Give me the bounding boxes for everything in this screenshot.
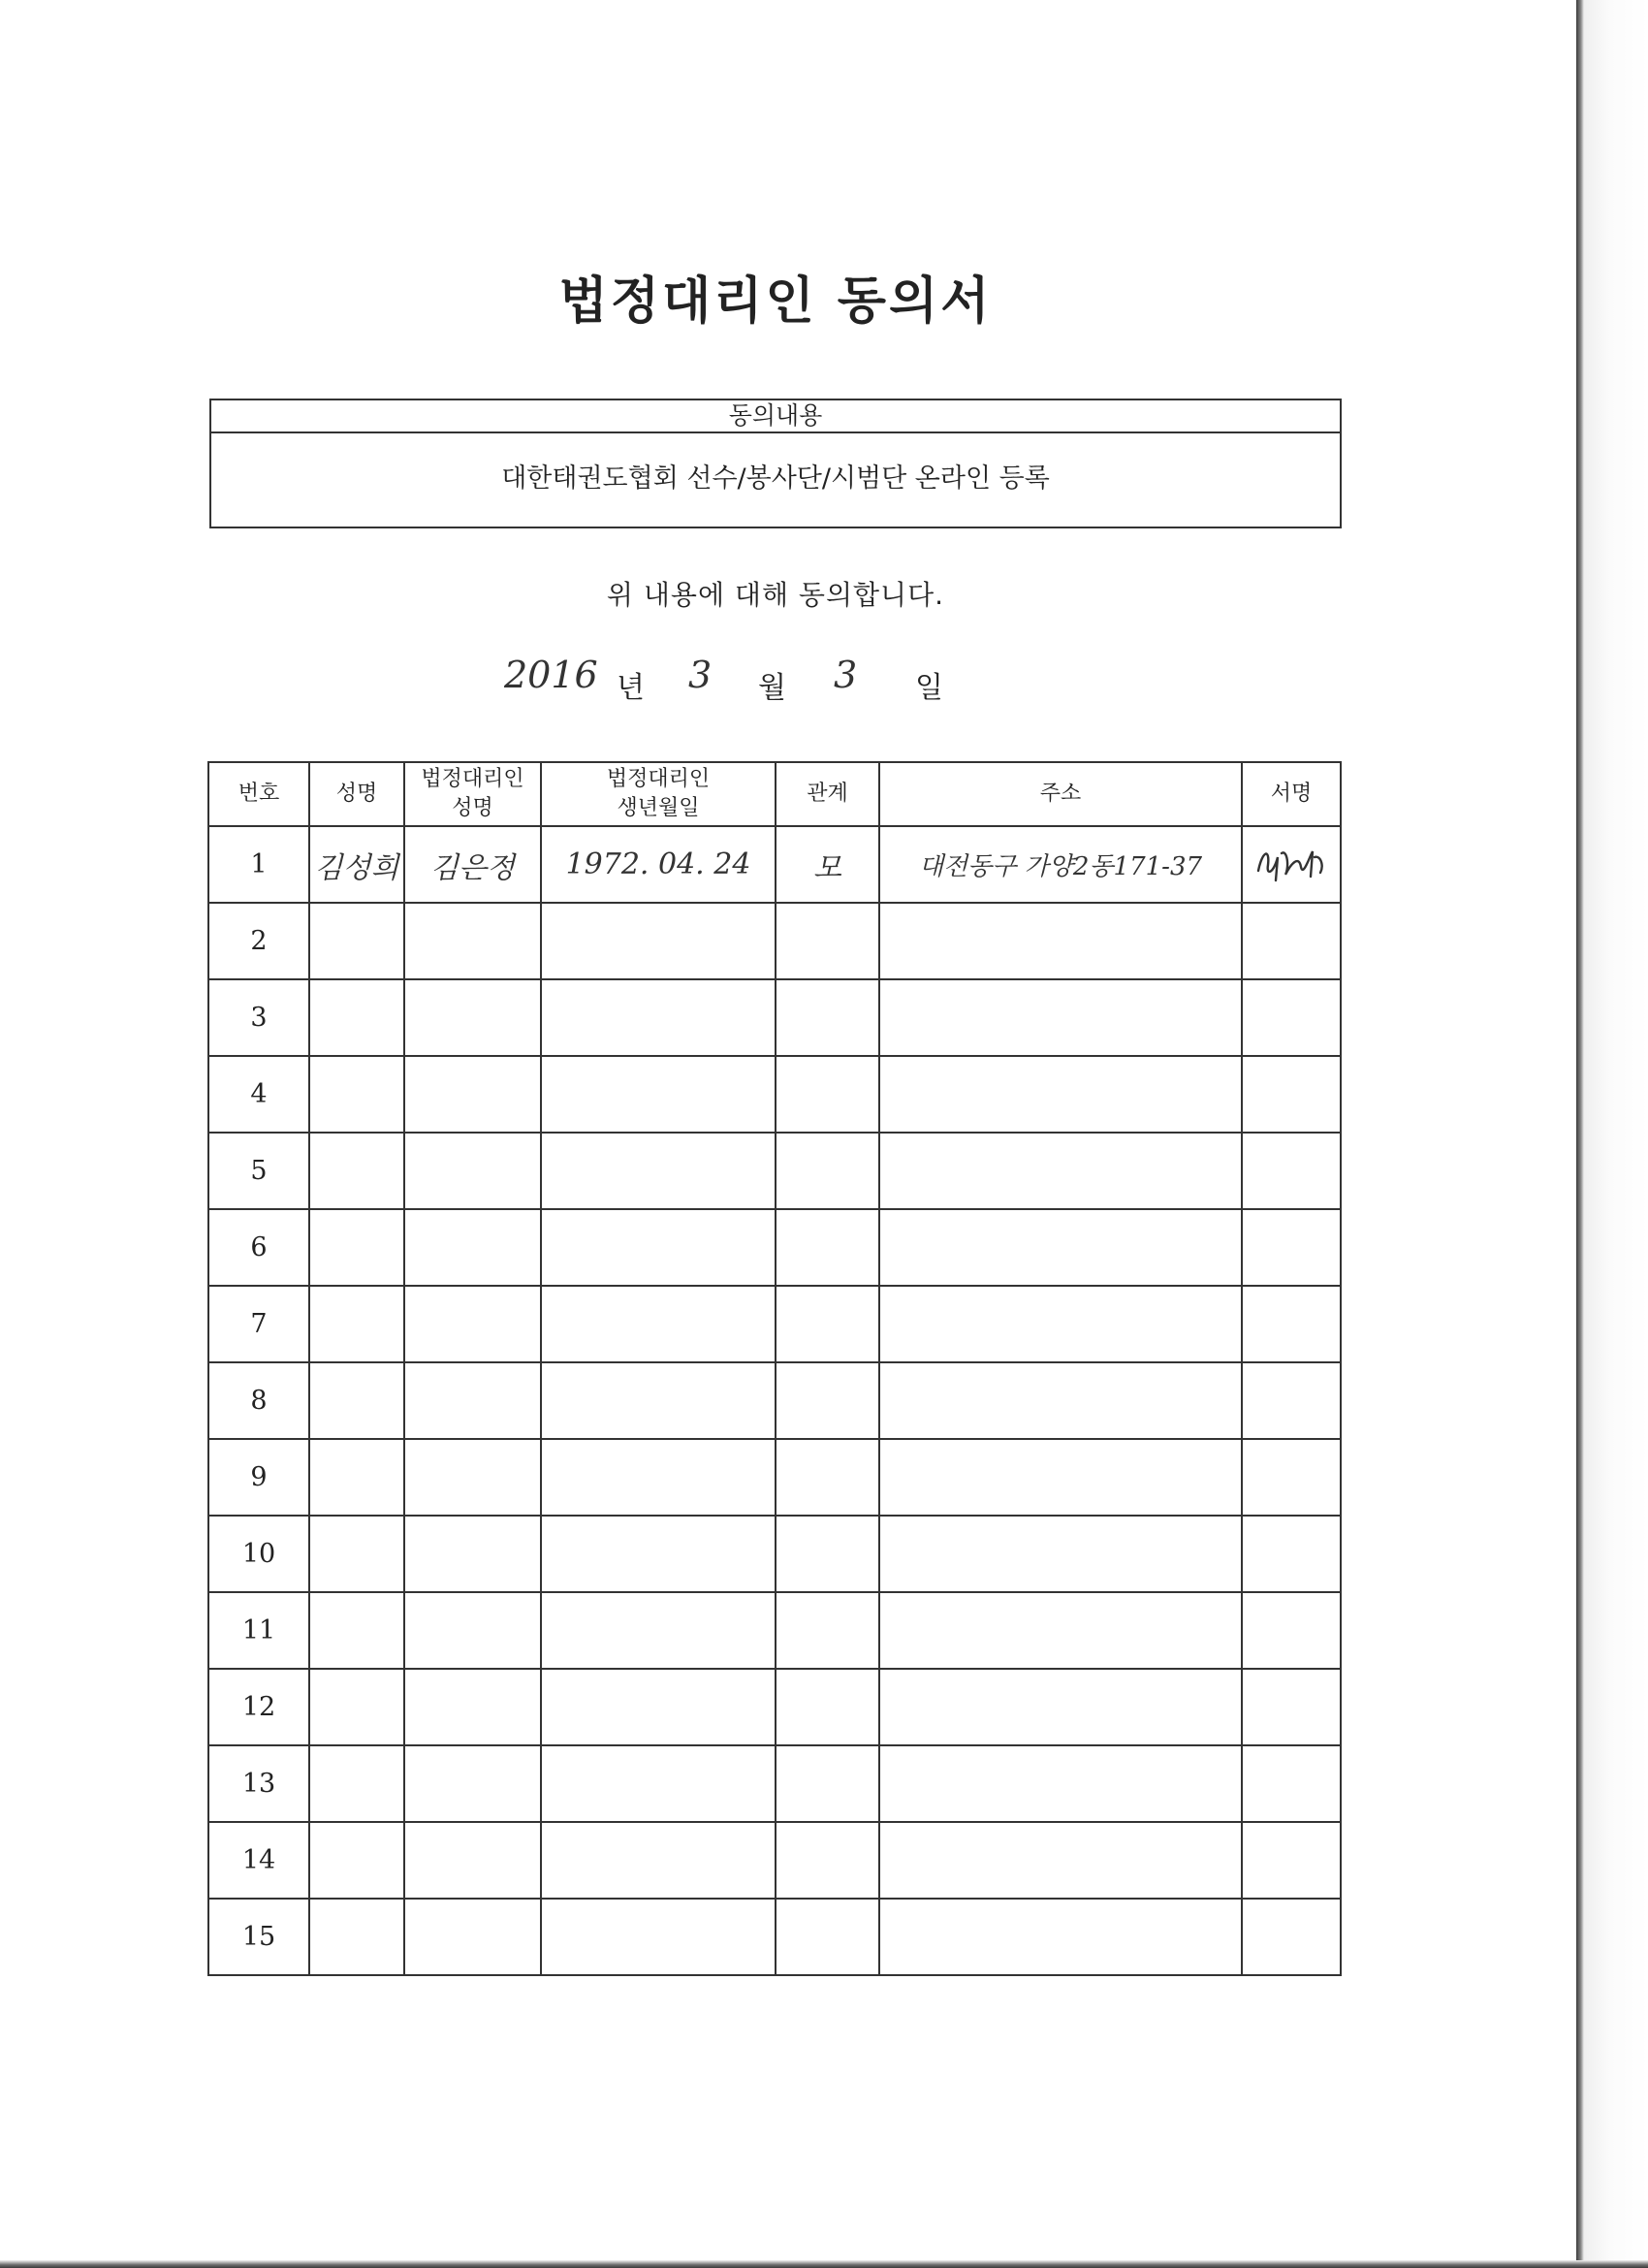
cell-address — [879, 1439, 1242, 1516]
scan-edge-right — [1576, 0, 1584, 2268]
table-row — [208, 1439, 1341, 1516]
cell-name — [309, 1899, 404, 1975]
header-guardian-birth-line1: 법정대리인 — [606, 767, 711, 791]
cell-guardian-name — [404, 1745, 541, 1822]
cell-guardian-name — [404, 1133, 541, 1209]
cell-relation — [776, 1516, 879, 1592]
cell-relation — [776, 1745, 879, 1822]
cell-signature — [1242, 979, 1341, 1056]
table-row — [208, 1133, 1341, 1209]
cell-relation — [776, 1209, 879, 1286]
header-name: 성명 — [309, 762, 404, 826]
cell-guardian-name — [404, 1056, 541, 1133]
cell-name — [309, 1209, 404, 1286]
cell-no: 8 — [208, 1362, 309, 1439]
cell-no: 6 — [208, 1209, 309, 1286]
table-row — [208, 1592, 1341, 1669]
cell-relation — [776, 1439, 879, 1516]
header-no: 번호 — [208, 762, 309, 826]
cell-guardian-birth — [541, 1133, 776, 1209]
table-row — [208, 1899, 1341, 1975]
header-signature: 서명 — [1242, 762, 1341, 826]
cell-signature — [1242, 1592, 1341, 1669]
cell-guardian-birth — [541, 1822, 776, 1899]
cell-address — [879, 1822, 1242, 1899]
cell-name — [309, 1286, 404, 1362]
cell-address — [879, 1209, 1242, 1286]
handwritten-signature — [1252, 838, 1330, 884]
cell-guardian-birth — [541, 1899, 776, 1975]
date-day: 3 — [834, 654, 858, 696]
header-guardian-name — [404, 762, 541, 826]
cell-address — [879, 1899, 1242, 1975]
cell-no: 7 — [208, 1286, 309, 1362]
cell-relation — [776, 1056, 879, 1133]
agree-statement: 위 내용에 대해 동의합니다. — [606, 579, 945, 611]
cell-relation — [776, 1592, 879, 1669]
cell-guardian-name: 김은정 — [404, 826, 541, 903]
cell-address: 대전동구 가양2동171-37 — [879, 826, 1242, 903]
cell-name — [309, 1669, 404, 1745]
cell-signature — [1242, 1362, 1341, 1439]
cell-name — [309, 1056, 404, 1133]
cell-relation — [776, 1822, 879, 1899]
cell-guardian-name — [404, 1209, 541, 1286]
cell-relation — [776, 903, 879, 979]
table-row — [208, 826, 1341, 903]
cell-address — [879, 1056, 1242, 1133]
cell-signature — [1242, 1745, 1341, 1822]
cell-guardian-name — [404, 903, 541, 979]
cell-no: 13 — [208, 1745, 309, 1822]
cell-name — [309, 1516, 404, 1592]
header-guardian-birth — [541, 762, 776, 826]
cell-address — [879, 979, 1242, 1056]
cell-name — [309, 1822, 404, 1899]
cell-name — [309, 1133, 404, 1209]
cell-guardian-name — [404, 1669, 541, 1745]
consent-box — [209, 399, 1342, 528]
cell-relation: 모 — [776, 826, 879, 903]
table-row — [208, 1056, 1341, 1133]
cell-guardian-name — [404, 1286, 541, 1362]
date-line — [504, 654, 1008, 712]
cell-no: 12 — [208, 1669, 309, 1745]
cell-no: 3 — [208, 979, 309, 1056]
cell-signature — [1242, 1286, 1341, 1362]
date-month-label: 월 — [758, 671, 786, 705]
cell-signature — [1242, 1822, 1341, 1899]
cell-guardian-name — [404, 979, 541, 1056]
cell-relation — [776, 1669, 879, 1745]
cell-address — [879, 903, 1242, 979]
cell-address — [879, 1669, 1242, 1745]
cell-guardian-birth — [541, 903, 776, 979]
cell-guardian-name — [404, 1592, 541, 1669]
table-row — [208, 979, 1341, 1056]
cell-relation — [776, 1362, 879, 1439]
cell-address — [879, 1592, 1242, 1669]
cell-guardian-name — [404, 1899, 541, 1975]
cell-address — [879, 1133, 1242, 1209]
cell-guardian-birth — [541, 1209, 776, 1286]
cell-guardian-name — [404, 1822, 541, 1899]
cell-guardian-birth — [541, 1286, 776, 1362]
cell-name — [309, 1592, 404, 1669]
cell-guardian-birth — [541, 1669, 776, 1745]
cell-no: 11 — [208, 1592, 309, 1669]
cell-guardian-birth — [541, 979, 776, 1056]
cell-signature — [1242, 1209, 1341, 1286]
cell-guardian-birth — [541, 1592, 776, 1669]
cell-guardian-name — [404, 1439, 541, 1516]
cell-guardian-birth — [541, 1362, 776, 1439]
date-year-label: 년 — [617, 671, 645, 705]
cell-name — [309, 903, 404, 979]
cell-guardian-birth: 1972. 04. 24 — [541, 826, 776, 903]
cell-name — [309, 979, 404, 1056]
cell-address — [879, 1286, 1242, 1362]
consent-body: 대한태권도협회 선수/봉사단/시범단 온라인 등록 — [501, 463, 1050, 494]
cell-no: 14 — [208, 1822, 309, 1899]
cell-signature — [1242, 1669, 1341, 1745]
document-title: 법정대리인 동의서 — [558, 272, 993, 331]
table-row — [208, 1822, 1341, 1899]
header-guardian-name-line2: 성명 — [452, 796, 493, 820]
cell-guardian-birth — [541, 1745, 776, 1822]
cell-no: 9 — [208, 1439, 309, 1516]
cell-name — [309, 1439, 404, 1516]
table-header-row — [208, 762, 1341, 826]
cell-signature — [1242, 826, 1341, 903]
cell-guardian-birth — [541, 1516, 776, 1592]
scan-edge-shadow — [1584, 0, 1648, 2268]
cell-signature — [1242, 1899, 1341, 1975]
cell-no: 4 — [208, 1056, 309, 1133]
header-guardian-name-line1: 법정대리인 — [421, 767, 524, 791]
cell-relation — [776, 979, 879, 1056]
cell-no: 5 — [208, 1133, 309, 1209]
cell-relation — [776, 1899, 879, 1975]
cell-name — [309, 1362, 404, 1439]
cell-guardian-birth — [541, 1056, 776, 1133]
table-row — [208, 1362, 1341, 1439]
cell-signature — [1242, 1439, 1341, 1516]
date-year: 2016 — [504, 654, 598, 696]
cell-name — [309, 1745, 404, 1822]
cell-relation — [776, 1286, 879, 1362]
table-row — [208, 1745, 1341, 1822]
header-guardian-birth-line2: 생년월일 — [617, 796, 700, 820]
table-row — [208, 1669, 1341, 1745]
header-address: 주소 — [879, 762, 1242, 826]
cell-no: 10 — [208, 1516, 309, 1592]
date-day-label: 일 — [915, 671, 943, 705]
cell-no: 2 — [208, 903, 309, 979]
cell-guardian-name — [404, 1362, 541, 1439]
cell-signature — [1242, 903, 1341, 979]
cell-guardian-name — [404, 1516, 541, 1592]
cell-address — [879, 1362, 1242, 1439]
cell-address — [879, 1745, 1242, 1822]
cell-address — [879, 1516, 1242, 1592]
cell-signature — [1242, 1133, 1341, 1209]
table-row — [208, 1209, 1341, 1286]
cell-relation — [776, 1133, 879, 1209]
consent-header: 동의내용 — [211, 400, 1340, 433]
guardian-table — [207, 761, 1342, 1976]
cell-signature — [1242, 1516, 1341, 1592]
cell-signature — [1242, 1056, 1341, 1133]
cell-no: 1 — [208, 826, 309, 903]
cell-guardian-birth — [541, 1439, 776, 1516]
cell-no: 15 — [208, 1899, 309, 1975]
header-relation: 관계 — [776, 762, 879, 826]
date-month: 3 — [688, 654, 713, 696]
table-row — [208, 903, 1341, 979]
cell-name: 김성희 — [309, 826, 404, 903]
table-row — [208, 1516, 1341, 1592]
scan-edge-bottom — [0, 2260, 1648, 2268]
table-row — [208, 1286, 1341, 1362]
